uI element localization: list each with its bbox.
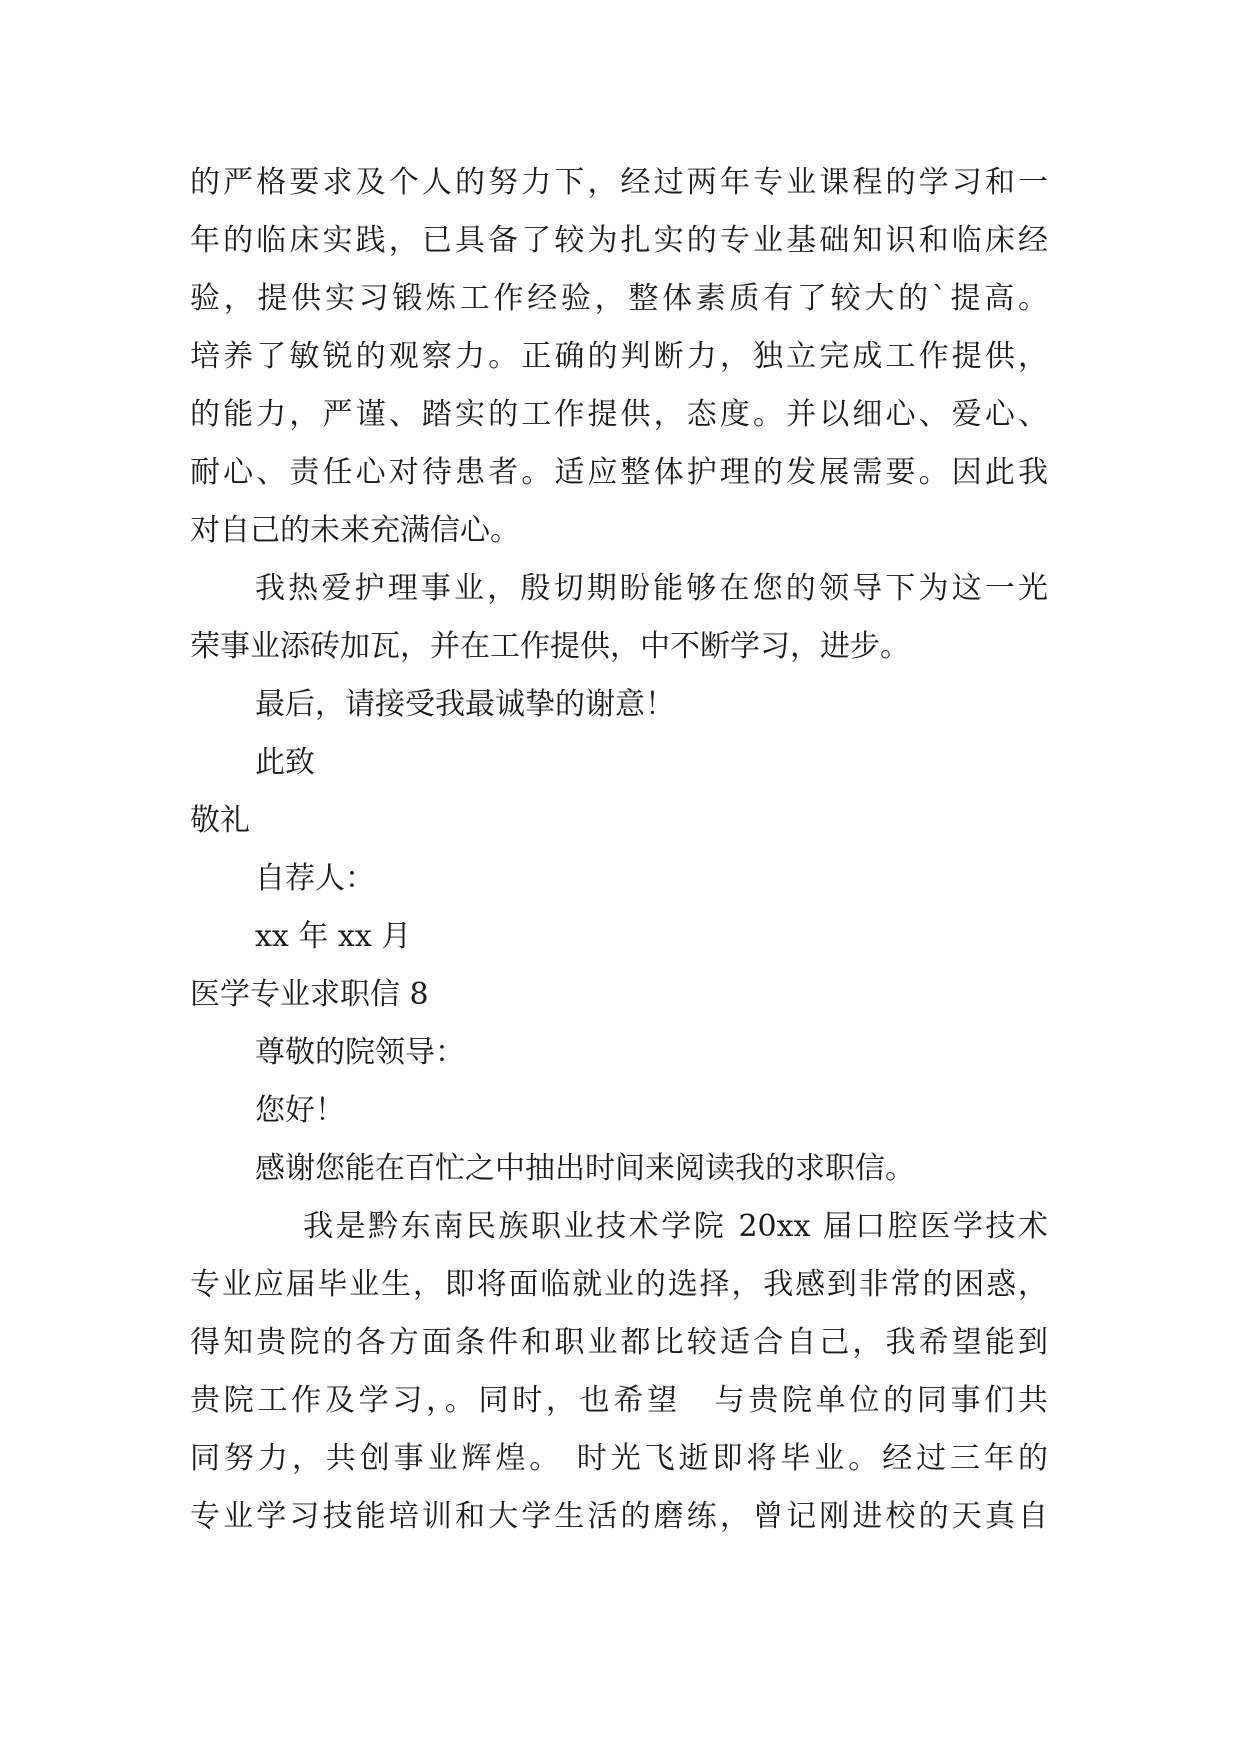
text-line: 验，提供实习锻炼工作经验，整体素质有了较大的`提高。 (190, 281, 1048, 316)
signature-date: xx 年 xx 月 (255, 919, 412, 954)
section-title: 医学专业求职信 8 (190, 977, 429, 1012)
closing-thanks: 最后，请接受我最诚挚的谢意！ (255, 687, 675, 722)
text-line: 同努力，共创事业辉煌。 时光飞逝即将毕业。经过三年的 (190, 1441, 1048, 1476)
letter-greeting: 尊敬的院领导： (255, 1035, 465, 1070)
text-line: 耐心、责任心对待患者。适应整体护理的发展需要。因此我 (190, 455, 1048, 490)
closing-salutation: 此致 (255, 745, 315, 780)
text-line: 专业应届毕业生，即将面临就业的选择，我感到非常的困惑， (190, 1267, 1048, 1302)
text-line: 的能力，严谨、踏实的工作提供，态度。并以细心、爱心、 (190, 397, 1048, 432)
paragraph-first-line: 我是黔东南民族职业技术学院 20xx 届口腔医学技术 (303, 1209, 1048, 1244)
paragraph-first-line: 我热爱护理事业，殷切期盼能够在您的领导下为这一光 (255, 571, 1048, 606)
text-line: 年的临床实践，已具备了较为扎实的专业基础知识和临床经 (190, 223, 1048, 258)
text-line: 的严格要求及个人的努力下，经过两年专业课程的学习和一 (190, 165, 1048, 200)
text-line: 得知贵院的各方面条件和职业都比较适合自己，我希望能到 (190, 1325, 1048, 1360)
text-line: 专业学习技能培训和大学生活的磨练，曾记刚进校的天真自 (190, 1499, 1048, 1534)
signature-label: 自荐人： (255, 861, 375, 896)
text-line: 对自己的未来充满信心。 (190, 513, 520, 548)
closing-regards: 敬礼 (190, 803, 250, 838)
text-line: 感谢您能在百忙之中抽出时间来阅读我的求职信。 (255, 1151, 915, 1186)
text-line: 培养了敏锐的观察力。正确的判断力，独立完成工作提供， (190, 339, 1048, 374)
letter-hello: 您好！ (255, 1093, 345, 1128)
text-line: 贵院工作及学习，。同时，也希望 与贵院单位的同事们共 (190, 1383, 1048, 1418)
text-line: 荣事业添砖加瓦，并在工作提供，中不断学习，进步。 (190, 629, 910, 664)
